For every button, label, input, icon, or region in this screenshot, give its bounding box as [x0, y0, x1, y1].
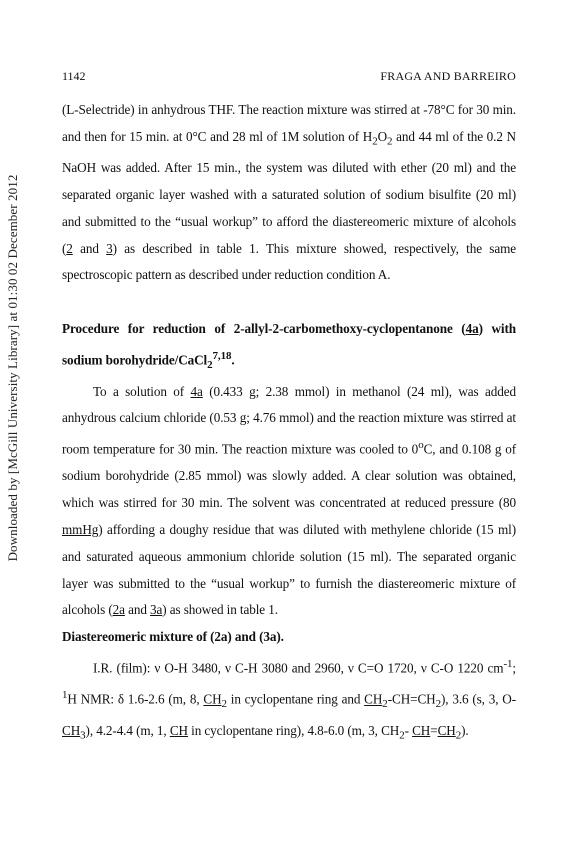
compound-ref-4a: 4a	[465, 321, 479, 337]
underlined-group: CH	[203, 691, 222, 707]
download-watermark	[3, 98, 23, 638]
blank-line	[62, 289, 516, 316]
download-note-text: Downloaded by [McGill University Library] at 01:30 02 December 2012	[5, 174, 20, 562]
text-run: I.R. (film): ν O-H 3480, ν C-H 3080 and 2960, ν C=O 1720, ν C-O 1220 cm	[93, 660, 504, 676]
subscript: 2	[382, 698, 388, 711]
heading-text: ) with sodium borohydride/CaCl	[62, 321, 516, 368]
subscript: 2	[387, 135, 393, 148]
underlined-group: CH	[412, 723, 431, 739]
running-head: FRAGA AND BARREIRO	[380, 69, 516, 83]
text-run: in cyclopentane ring and	[226, 691, 365, 707]
text-run: (L-Selectride) in anhydrous THF. The reaction mixture was stirred at -78°C for 30 min. and then for 15 min. at 0°C and 28 ml of 1M solution of H	[62, 102, 516, 144]
text-run: -CH=CH	[387, 691, 436, 707]
diastereomer-heading: Diastereomeric mixture of (2a) and (3a).	[62, 629, 284, 645]
subscript: 2	[455, 729, 462, 742]
page-header	[62, 69, 516, 83]
paragraph-procedure	[62, 379, 516, 625]
subscript: 2	[221, 698, 227, 711]
paragraph-spectral-data	[62, 651, 516, 749]
text-run: ), 3.6 (s, 3, O-	[440, 691, 516, 707]
text-run: ) as showed in table 1.	[162, 602, 278, 618]
journal-page	[62, 0, 516, 863]
text-run: ), 4.2-4.4 (m, 1,	[85, 723, 170, 739]
subscript: 2	[435, 698, 441, 711]
compound-ref-2: 2	[66, 240, 73, 256]
article-body	[62, 97, 516, 749]
unit-mmhg: mmHg	[62, 522, 99, 538]
citation-superscript: 7,18	[212, 349, 232, 362]
page-number: 1142	[62, 69, 86, 83]
text-run: O	[377, 128, 388, 144]
compound-ref-2a: 2a	[112, 602, 125, 618]
procedure-heading	[62, 316, 516, 379]
compound-ref-3: 3	[106, 240, 113, 256]
text-run: ).	[461, 723, 469, 739]
text-run: H NMR: δ 1.6-2.6 (m, 8,	[67, 691, 204, 707]
compound-ref-4a: 4a	[190, 383, 203, 399]
heading-text: Procedure for reduction of 2-allyl-2-carbomethoxy-cyclopentanone (	[62, 321, 466, 337]
underlined-group: CH	[437, 723, 456, 739]
heading-text: .	[231, 352, 235, 368]
text-run: in cyclopentane ring), 4.8-6.0 (m, 3, CH	[187, 723, 400, 739]
subscript: 2	[372, 135, 378, 148]
text-run: ) affording a doughy residue that was diluted with methylene chloride (15 ml) and saturated aqueous ammonium chloride solution (15 ml). The separated organic layer was submitted to the “usual workup” to furnish the diastereomeric mixture of alcohols (	[62, 522, 516, 618]
text-run: To a solution of	[93, 383, 191, 399]
subscript: 2	[207, 358, 213, 371]
text-run: and	[72, 240, 107, 256]
text-run: -	[404, 723, 413, 739]
compound-ref-3a: 3a	[150, 602, 163, 618]
subscript: 2	[399, 729, 405, 742]
text-run: ;	[512, 660, 516, 676]
text-run: C, and 0.108 g of sodium borohydride (2.85 mmol) was slowly added. A clear solution was obtained, which was stirred for 30 min. The solvent was concentrated at reduced pressure (80	[62, 441, 516, 511]
superscript: -1	[503, 658, 513, 670]
text-run: ) as described in table 1. This mixture showed, respectively, the same spectroscopic pattern as described under reduction condition A.	[62, 240, 516, 283]
degree-superscript: o	[418, 439, 424, 452]
text-run: and	[124, 602, 151, 618]
paragraph-l-selectride	[62, 97, 516, 289]
underlined-group: CH	[169, 723, 188, 739]
text-run: =	[430, 723, 438, 739]
underlined-group: CH	[364, 691, 383, 707]
text-run: and 44 ml of the 0.2 N NaOH was added. After 15 min., the system was diluted with ether (20 ml) and the separated organic layer washed with a saturated solution of sodium bisulfite (20 ml) and submitted to the “usual workup” to afford the diastereomeric mixture of alcohols (	[62, 128, 516, 256]
superscript: 1	[62, 689, 68, 702]
text-run: (0.433 g; 2.38 mmol) in methanol (24 ml), was added anhydrous calcium chloride (0.53 g; 4.76 mmol) and the reaction mixture was stirred at room temperature for 30 min. The reaction mixture was cooled to 0	[62, 383, 516, 457]
underlined-group: CH	[62, 723, 81, 739]
subscript: 3	[80, 729, 86, 742]
